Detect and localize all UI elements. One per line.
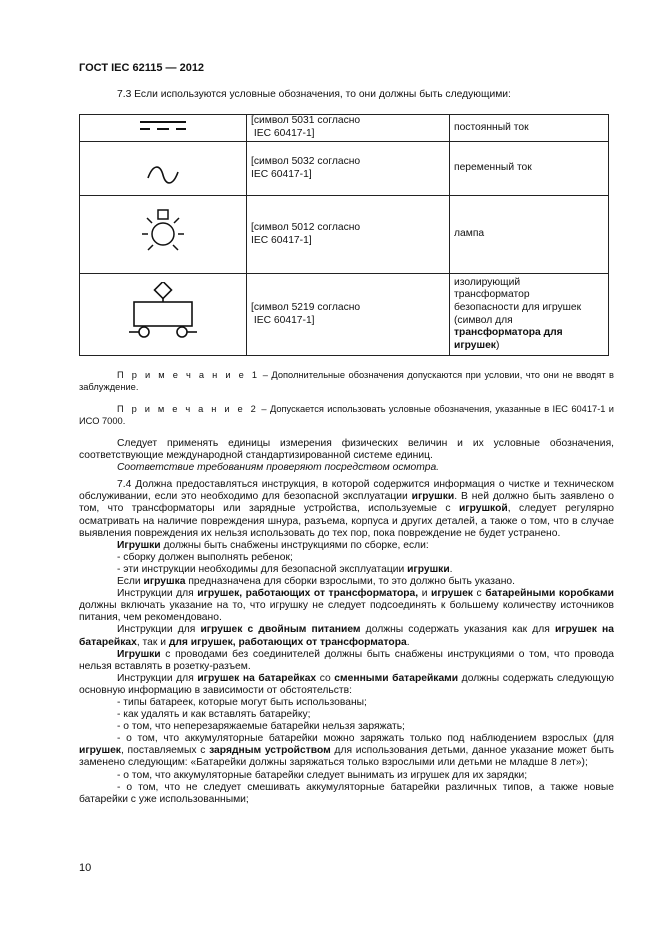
- paragraph: Инструкции для игрушек на батарейках со сменными батарейками должны содержать следующую основную информацию в зависимости от обстоятельств:: [79, 672, 614, 696]
- paragraph: 7.4 Должна предоставляться инструкция, в которой содержится информация о чистке и техническом обслуживании, если это необходимо для безопасной эксплуатации игрушки. В ней должно быть заявлено о том, что трансформаторы или зарядные устройства, используемые с игрушкой, следует регулярно осматривать на наличие повреждения шнура, разъема, корпуса и других деталей, а также о том, что в случае выявления повреждения их нельзя использовать до тех пор, пока повреждение не будет устранено.: [79, 479, 615, 539]
- paragraph: Игрушки с проводами без соединителей должны быть снабжены инструкциями о том, что провода нельзя вставлять в розетку-разъем.: [79, 648, 614, 672]
- paragraph: Игрушки должны быть снабжены инструкциями по сборке, если:: [117, 539, 429, 551]
- document-header: ГОСТ IEC 62115 — 2012: [79, 62, 205, 74]
- paragraph: Инструкции для игрушек, работающих от трансформатора, и игрушек с батарейными коробками должны включать указание на то, что игрушку не следует подсоединять к большему количеству источников питания, чем рекомендовано.: [79, 588, 614, 624]
- page-number: 10: [79, 862, 92, 874]
- symbol-reference: [символ 5032 согласно IEC 60417-1]: [247, 142, 450, 196]
- symbol-meaning: постоянный ток: [450, 115, 609, 142]
- table-row: [80, 196, 609, 274]
- table-row: [80, 115, 609, 142]
- symbols-table: [79, 114, 609, 356]
- main-text: [79, 438, 614, 806]
- paragraph: Инструкции для игрушек с двойным питанием должны содержать указания как для игрушек на батарейках, так и для игрушек, работающих от трансформатора.: [79, 624, 614, 648]
- list-item: - типы батареек, которые могут быть использованы;: [117, 696, 367, 708]
- list-item: - о том, что неперезаряжаемые батарейки нельзя заряжать;: [117, 721, 405, 733]
- ac-symbol-icon: [145, 164, 181, 186]
- symbol-cell: [80, 196, 247, 274]
- list-item: - о том, что аккумуляторные батарейки можно заряжать только под наблюдением взрослых (для игрушек, поставляемых с зарядным устройством для использования детьми, данное указание может быть заменено следующим: «Батарейки должны заряжаться только взрослыми или детьми не младше 8 лет»);: [79, 733, 614, 769]
- symbol-meaning: лампа: [450, 196, 609, 274]
- dc-symbol-icon: [138, 119, 188, 133]
- symbol-cell: [80, 142, 247, 196]
- list-item: - сборку должен выполнять ребенок;: [117, 551, 293, 563]
- table-row: [80, 274, 609, 356]
- paragraph: Следует применять единицы измерения физических величин и их условные обозначения, соответствующие международной стандартизированной системе единиц.: [79, 438, 614, 462]
- lamp-symbol-icon: [138, 207, 188, 257]
- symbol-reference: [символ 5012 согласно IEC 60417-1]: [247, 196, 450, 274]
- paragraph: Если игрушка предназначена для сборки взрослыми, то это должно быть указано.: [117, 576, 515, 588]
- symbol-meaning: переменный ток: [450, 142, 609, 196]
- paragraph: Соответствие требованиям проверяют посредством осмотра.: [117, 462, 440, 474]
- list-item: - как удалять и как вставлять батарейку;: [117, 709, 311, 721]
- toy-transformer-symbol-icon: [128, 282, 198, 342]
- table-row: [80, 142, 609, 196]
- list-item: - о том, что не следует смешивать аккумуляторные батарейки различных типов, а также новые батарейки с уже использованными;: [79, 781, 614, 805]
- note-2: П р и м е ч а н и е 2 – Допускается использовать условные обозначения, указанные в IEC 60417-1 и ИСО 7000.: [79, 404, 614, 426]
- list-item: - о том, что аккумуляторные батарейки следует вынимать из игрушек для их зарядки;: [117, 769, 528, 781]
- symbol-meaning: изолирующий трансформатор безопасности для игрушек (символ для трансформатора для игрушек): [450, 274, 609, 356]
- list-item: - эти инструкции необходимы для безопасной эксплуатации игрушки.: [117, 563, 453, 575]
- symbol-reference: [символ 5031 согласно IEC 60417-1]: [247, 115, 450, 142]
- symbol-reference: [символ 5219 согласно IEC 60417-1]: [247, 274, 450, 356]
- note-1: П р и м е ч а н и е 1 – Дополнительные обозначения допускаются при условии, что они не вводят в заблуждение.: [79, 370, 614, 392]
- symbol-cell: [80, 115, 247, 142]
- symbol-cell: [80, 274, 247, 356]
- clause-7-3-intro: 7.3 Если используются условные обозначения, то они должны быть следующими:: [117, 89, 511, 100]
